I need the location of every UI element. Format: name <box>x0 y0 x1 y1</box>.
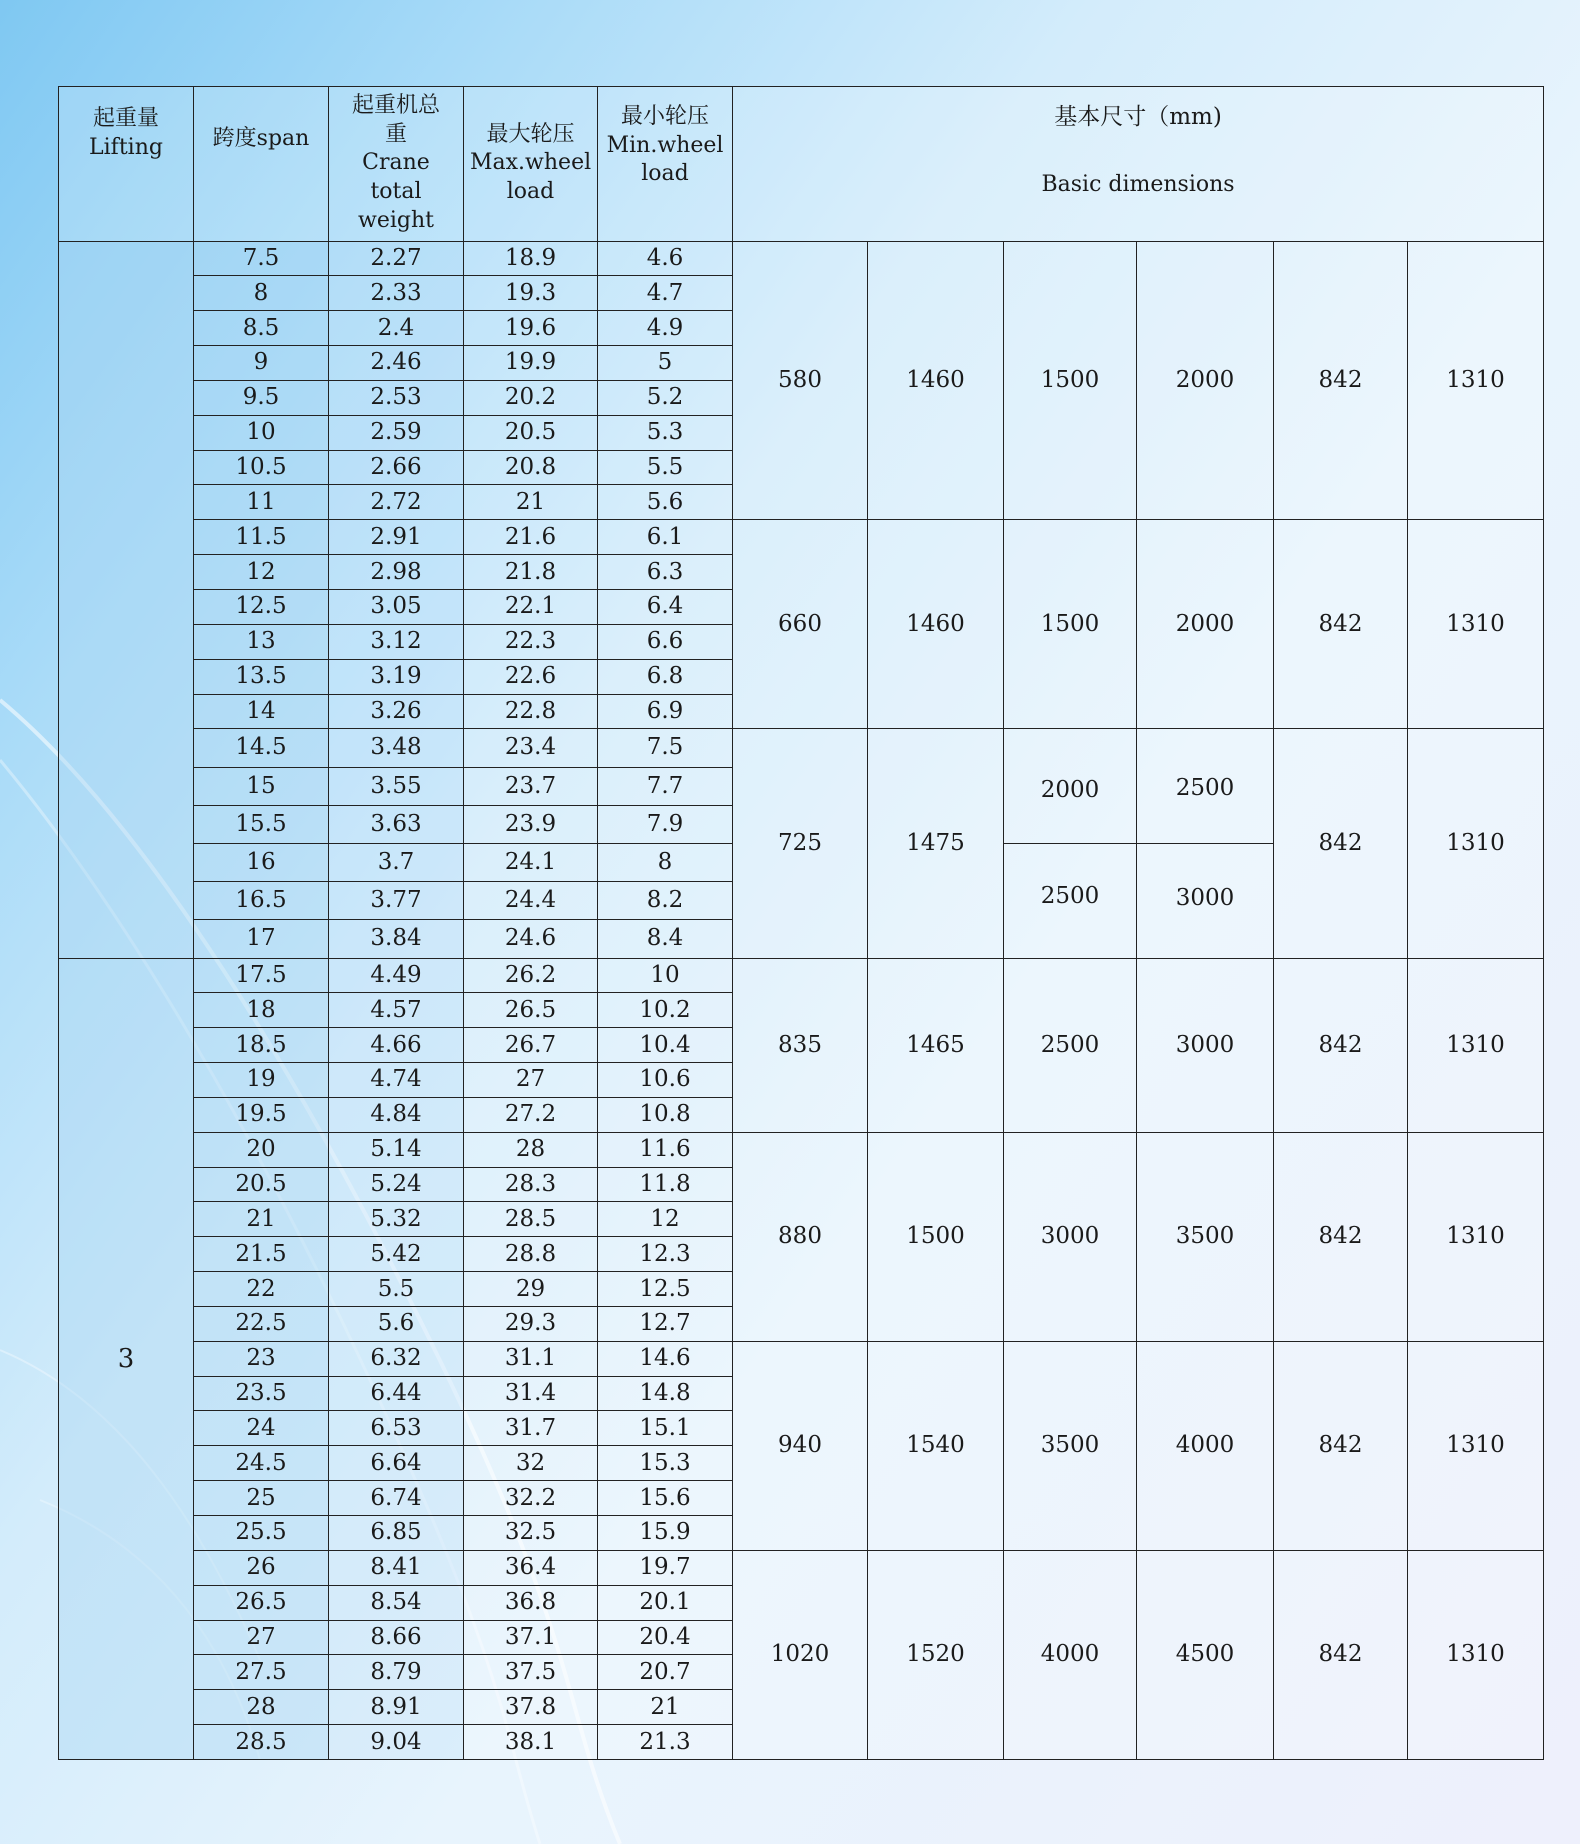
min-load-cell: 11.8 <box>598 1167 733 1202</box>
span-cell: 11.5 <box>194 520 329 555</box>
max-load-cell: 19.9 <box>464 346 598 381</box>
span-cell: 24.5 <box>194 1446 329 1481</box>
max-load-cell: 36.4 <box>464 1550 598 1585</box>
min-load-cell: 6.4 <box>598 589 733 624</box>
min-load-cell: 10.2 <box>598 993 733 1028</box>
max-load-cell: 28 <box>464 1132 598 1167</box>
dimension-split-cell <box>1004 729 1137 958</box>
min-load-cell: 5.2 <box>598 380 733 415</box>
dimension-cell: 835 <box>733 958 868 1132</box>
weight-cell: 4.84 <box>329 1097 464 1132</box>
span-cell: 27 <box>194 1620 329 1655</box>
min-load-cell: 20.7 <box>598 1655 733 1690</box>
min-load-cell: 7.9 <box>598 805 733 843</box>
min-load-cell: 20.1 <box>598 1585 733 1620</box>
header-basic-cn: 基本尺寸（mm) <box>1054 104 1222 130</box>
weight-cell: 4.49 <box>329 958 464 993</box>
dimension-split-value: 3000 <box>1137 843 1273 954</box>
dimension-split-value: 2000 <box>1040 776 1100 803</box>
max-load-cell: 23.4 <box>464 729 598 767</box>
span-cell: 12 <box>194 555 329 590</box>
dimension-cell: 3000 <box>1137 958 1274 1132</box>
min-load-cell: 5 <box>598 346 733 381</box>
min-load-cell: 21.3 <box>598 1725 733 1760</box>
header-span-label: 跨度span <box>212 126 310 151</box>
dimension-cell: 3500 <box>1137 1132 1274 1341</box>
max-load-cell: 22.1 <box>464 589 598 624</box>
header-basic-dimensions <box>733 87 1544 242</box>
min-load-cell: 19.7 <box>598 1550 733 1585</box>
max-load-cell: 31.4 <box>464 1376 598 1411</box>
min-load-cell: 5.3 <box>598 415 733 450</box>
span-cell: 11 <box>194 485 329 520</box>
dimension-cell: 1310 <box>1408 1550 1544 1759</box>
span-cell: 15.5 <box>194 805 329 843</box>
min-load-cell: 7.7 <box>598 767 733 805</box>
min-load-cell: 12 <box>598 1202 733 1237</box>
span-cell: 26 <box>194 1550 329 1585</box>
header-maxload-cn: 最大轮压 <box>486 121 575 147</box>
weight-cell: 8.66 <box>329 1620 464 1655</box>
min-load-cell: 14.6 <box>598 1341 733 1376</box>
min-load-cell: 15.1 <box>598 1411 733 1446</box>
weight-cell: 3.7 <box>329 843 464 881</box>
weight-cell: 2.98 <box>329 555 464 590</box>
max-load-cell: 19.6 <box>464 311 598 346</box>
dimension-cell: 580 <box>733 241 868 520</box>
span-cell: 17 <box>194 920 329 958</box>
weight-cell: 3.26 <box>329 694 464 729</box>
min-load-cell: 6.6 <box>598 624 733 659</box>
dimension-cell: 842 <box>1274 958 1408 1132</box>
min-load-cell: 10.8 <box>598 1097 733 1132</box>
dimension-cell: 842 <box>1274 520 1408 729</box>
span-cell: 23 <box>194 1341 329 1376</box>
max-load-cell: 37.8 <box>464 1690 598 1725</box>
max-load-cell: 29 <box>464 1272 598 1307</box>
dimension-cell: 2000 <box>1137 520 1274 729</box>
max-load-cell: 29.3 <box>464 1306 598 1341</box>
dimension-cell: 2000 <box>1137 241 1274 520</box>
weight-cell: 6.32 <box>329 1341 464 1376</box>
dimension-cell: 842 <box>1274 1550 1408 1759</box>
min-load-cell: 8.4 <box>598 920 733 958</box>
dimension-cell: 1020 <box>733 1550 868 1759</box>
min-load-cell: 5.5 <box>598 450 733 485</box>
dimension-cell: 842 <box>1274 729 1408 958</box>
weight-cell: 2.33 <box>329 276 464 311</box>
span-cell: 16 <box>194 843 329 881</box>
weight-cell: 3.12 <box>329 624 464 659</box>
span-cell: 25 <box>194 1481 329 1516</box>
table-row <box>59 958 1544 993</box>
span-cell: 12.5 <box>194 589 329 624</box>
weight-cell: 3.19 <box>329 659 464 694</box>
min-load-cell: 12.5 <box>598 1272 733 1307</box>
weight-cell: 3.48 <box>329 729 464 767</box>
max-load-cell: 26.2 <box>464 958 598 993</box>
header-weight <box>329 87 464 242</box>
span-cell: 21 <box>194 1202 329 1237</box>
weight-cell: 6.44 <box>329 1376 464 1411</box>
dimension-cell: 842 <box>1274 241 1408 520</box>
min-load-cell: 8.2 <box>598 882 733 920</box>
table-row <box>59 729 1544 767</box>
min-load-cell: 12.7 <box>598 1306 733 1341</box>
min-load-cell: 4.7 <box>598 276 733 311</box>
weight-cell: 3.77 <box>329 882 464 920</box>
weight-cell: 9.04 <box>329 1725 464 1760</box>
span-cell: 13 <box>194 624 329 659</box>
dimension-cell: 2500 <box>1004 958 1137 1132</box>
min-load-cell: 11.6 <box>598 1132 733 1167</box>
span-cell: 8.5 <box>194 311 329 346</box>
max-load-cell: 24.4 <box>464 882 598 920</box>
dimension-cell: 1460 <box>868 241 1004 520</box>
table-row <box>59 1550 1544 1585</box>
weight-cell: 6.64 <box>329 1446 464 1481</box>
dimension-cell: 1540 <box>868 1341 1004 1550</box>
weight-cell: 8.54 <box>329 1585 464 1620</box>
weight-cell: 6.53 <box>329 1411 464 1446</box>
max-load-cell: 31.1 <box>464 1341 598 1376</box>
dimension-split-value: 2500 <box>1175 774 1235 801</box>
dimension-cell: 1500 <box>1004 241 1137 520</box>
span-cell: 26.5 <box>194 1585 329 1620</box>
max-load-cell: 21.8 <box>464 555 598 590</box>
table-row <box>59 1132 1544 1167</box>
dimension-cell: 4500 <box>1137 1550 1274 1759</box>
weight-cell: 3.84 <box>329 920 464 958</box>
min-load-cell: 14.8 <box>598 1376 733 1411</box>
max-load-cell: 27.2 <box>464 1097 598 1132</box>
header-row <box>59 87 1544 242</box>
weight-cell: 6.74 <box>329 1481 464 1516</box>
max-load-cell: 38.1 <box>464 1725 598 1760</box>
max-load-cell: 21.6 <box>464 520 598 555</box>
weight-cell: 5.32 <box>329 1202 464 1237</box>
min-load-cell: 10.6 <box>598 1063 733 1098</box>
weight-cell: 4.74 <box>329 1063 464 1098</box>
header-minload-cn: 最小轮压 <box>620 104 709 129</box>
max-load-cell: 22.3 <box>464 624 598 659</box>
max-load-cell: 24.6 <box>464 920 598 958</box>
span-cell: 25.5 <box>194 1516 329 1551</box>
dimension-cell: 842 <box>1274 1132 1408 1341</box>
header-maxload <box>464 87 598 242</box>
span-cell: 19.5 <box>194 1097 329 1132</box>
dimension-cell: 4000 <box>1004 1550 1137 1759</box>
max-load-cell: 32.2 <box>464 1481 598 1516</box>
dimension-cell: 1520 <box>868 1550 1004 1759</box>
max-load-cell: 27 <box>464 1063 598 1098</box>
min-load-cell: 10.4 <box>598 1028 733 1063</box>
span-cell: 19 <box>194 1063 329 1098</box>
header-lifting-en: Lifting <box>89 134 163 160</box>
table-row <box>59 1341 1544 1376</box>
span-cell: 13.5 <box>194 659 329 694</box>
weight-cell: 2.27 <box>329 241 464 276</box>
weight-cell: 2.4 <box>329 311 464 346</box>
min-load-cell: 12.3 <box>598 1237 733 1272</box>
max-load-cell: 20.2 <box>464 380 598 415</box>
table-row <box>59 241 1544 276</box>
span-cell: 7.5 <box>194 241 329 276</box>
min-load-cell: 6.9 <box>598 694 733 729</box>
span-cell: 9 <box>194 346 329 381</box>
dimension-cell: 880 <box>733 1132 868 1341</box>
max-load-cell: 37.1 <box>464 1620 598 1655</box>
span-cell: 22.5 <box>194 1306 329 1341</box>
weight-cell: 2.91 <box>329 520 464 555</box>
max-load-cell: 28.8 <box>464 1237 598 1272</box>
weight-cell: 8.91 <box>329 1690 464 1725</box>
max-load-cell: 31.7 <box>464 1411 598 1446</box>
weight-cell: 2.59 <box>329 415 464 450</box>
span-cell: 15 <box>194 767 329 805</box>
span-cell: 18.5 <box>194 1028 329 1063</box>
min-load-cell: 10 <box>598 958 733 993</box>
max-load-cell: 32 <box>464 1446 598 1481</box>
weight-cell: 5.42 <box>329 1237 464 1272</box>
header-span <box>194 87 329 242</box>
span-cell: 9.5 <box>194 380 329 415</box>
min-load-cell: 8 <box>598 843 733 881</box>
span-cell: 16.5 <box>194 882 329 920</box>
min-load-cell: 7.5 <box>598 729 733 767</box>
weight-cell: 5.5 <box>329 1272 464 1307</box>
span-cell: 10.5 <box>194 450 329 485</box>
weight-cell: 5.14 <box>329 1132 464 1167</box>
dimension-cell: 1310 <box>1408 520 1544 729</box>
max-load-cell: 20.8 <box>464 450 598 485</box>
dimension-cell: 660 <box>733 520 868 729</box>
span-cell: 22 <box>194 1272 329 1307</box>
dimension-cell: 3500 <box>1004 1341 1137 1550</box>
span-cell: 14 <box>194 694 329 729</box>
min-load-cell: 15.6 <box>598 1481 733 1516</box>
weight-cell: 2.72 <box>329 485 464 520</box>
span-cell: 20 <box>194 1132 329 1167</box>
max-load-cell: 28.5 <box>464 1202 598 1237</box>
span-cell: 18 <box>194 993 329 1028</box>
weight-cell: 3.55 <box>329 767 464 805</box>
header-minload <box>598 87 733 242</box>
max-load-cell: 28.3 <box>464 1167 598 1202</box>
weight-cell: 5.6 <box>329 1306 464 1341</box>
table-row <box>59 520 1544 555</box>
span-cell: 10 <box>194 415 329 450</box>
header-weight-en: Crane total weight <box>358 150 434 233</box>
weight-cell: 5.24 <box>329 1167 464 1202</box>
max-load-cell: 32.5 <box>464 1516 598 1551</box>
min-load-cell: 21 <box>598 1690 733 1725</box>
header-lifting-cn: 起重量 <box>92 106 159 131</box>
weight-cell: 2.46 <box>329 346 464 381</box>
dimension-cell: 3000 <box>1004 1132 1137 1341</box>
max-load-cell: 21 <box>464 485 598 520</box>
min-load-cell: 4.6 <box>598 241 733 276</box>
header-lifting <box>59 87 194 242</box>
dimension-cell: 1500 <box>1004 520 1137 729</box>
max-load-cell: 37.5 <box>464 1655 598 1690</box>
dimension-split-cell <box>1137 729 1274 958</box>
dimension-split-value: 2500 <box>1004 843 1136 949</box>
span-cell: 28.5 <box>194 1725 329 1760</box>
span-cell: 17.5 <box>194 958 329 993</box>
dimension-cell: 725 <box>733 729 868 958</box>
max-load-cell: 22.8 <box>464 694 598 729</box>
dimension-cell: 940 <box>733 1341 868 1550</box>
span-cell: 14.5 <box>194 729 329 767</box>
dimension-cell: 1465 <box>868 958 1004 1132</box>
dimension-cell: 1475 <box>868 729 1004 958</box>
dimension-cell: 842 <box>1274 1341 1408 1550</box>
span-cell: 8 <box>194 276 329 311</box>
min-load-cell: 4.9 <box>598 311 733 346</box>
lifting-capacity-cell: 3 <box>59 958 194 1760</box>
min-load-cell: 6.3 <box>598 555 733 590</box>
header-basic-en: Basic dimensions <box>1041 171 1235 197</box>
span-cell: 28 <box>194 1690 329 1725</box>
max-load-cell: 26.5 <box>464 993 598 1028</box>
dimension-cell: 1460 <box>868 520 1004 729</box>
max-load-cell: 23.9 <box>464 805 598 843</box>
weight-cell: 8.79 <box>329 1655 464 1690</box>
dimension-cell: 1310 <box>1408 1132 1544 1341</box>
min-load-cell: 5.6 <box>598 485 733 520</box>
max-load-cell: 18.9 <box>464 241 598 276</box>
dimension-split-stack <box>1137 733 1273 953</box>
span-cell: 27.5 <box>194 1655 329 1690</box>
span-cell: 21.5 <box>194 1237 329 1272</box>
min-load-cell: 20.4 <box>598 1620 733 1655</box>
max-load-cell: 36.8 <box>464 1585 598 1620</box>
span-cell: 23.5 <box>194 1376 329 1411</box>
min-load-cell: 6.1 <box>598 520 733 555</box>
min-load-cell: 15.3 <box>598 1446 733 1481</box>
dimension-cell: 1310 <box>1408 729 1544 958</box>
weight-cell: 3.63 <box>329 805 464 843</box>
crane-spec-table <box>58 86 1544 1760</box>
weight-cell: 6.85 <box>329 1516 464 1551</box>
max-load-cell: 22.6 <box>464 659 598 694</box>
max-load-cell: 26.7 <box>464 1028 598 1063</box>
span-cell: 24 <box>194 1411 329 1446</box>
lifting-capacity-cell <box>59 241 194 958</box>
header-minload-en: Min.wheel load <box>606 132 724 187</box>
max-load-cell: 23.7 <box>464 767 598 805</box>
weight-cell: 4.57 <box>329 993 464 1028</box>
dimension-cell: 1500 <box>868 1132 1004 1341</box>
weight-cell: 2.66 <box>329 450 464 485</box>
dimension-cell: 1310 <box>1408 1341 1544 1550</box>
weight-cell: 2.53 <box>329 380 464 415</box>
span-cell: 20.5 <box>194 1167 329 1202</box>
max-load-cell: 24.1 <box>464 843 598 881</box>
dimension-cell: 4000 <box>1137 1341 1274 1550</box>
max-load-cell: 20.5 <box>464 415 598 450</box>
min-load-cell: 6.8 <box>598 659 733 694</box>
dimension-cell: 1310 <box>1408 241 1544 520</box>
dimension-cell: 1310 <box>1408 958 1544 1132</box>
min-load-cell: 15.9 <box>598 1516 733 1551</box>
dimension-split-stack <box>1004 738 1136 949</box>
header-maxload-en: Max.wheel load <box>470 150 592 205</box>
weight-cell: 8.41 <box>329 1550 464 1585</box>
weight-cell: 3.05 <box>329 589 464 624</box>
header-weight-cn: 起重机总重 <box>351 93 440 147</box>
max-load-cell: 19.3 <box>464 276 598 311</box>
weight-cell: 4.66 <box>329 1028 464 1063</box>
